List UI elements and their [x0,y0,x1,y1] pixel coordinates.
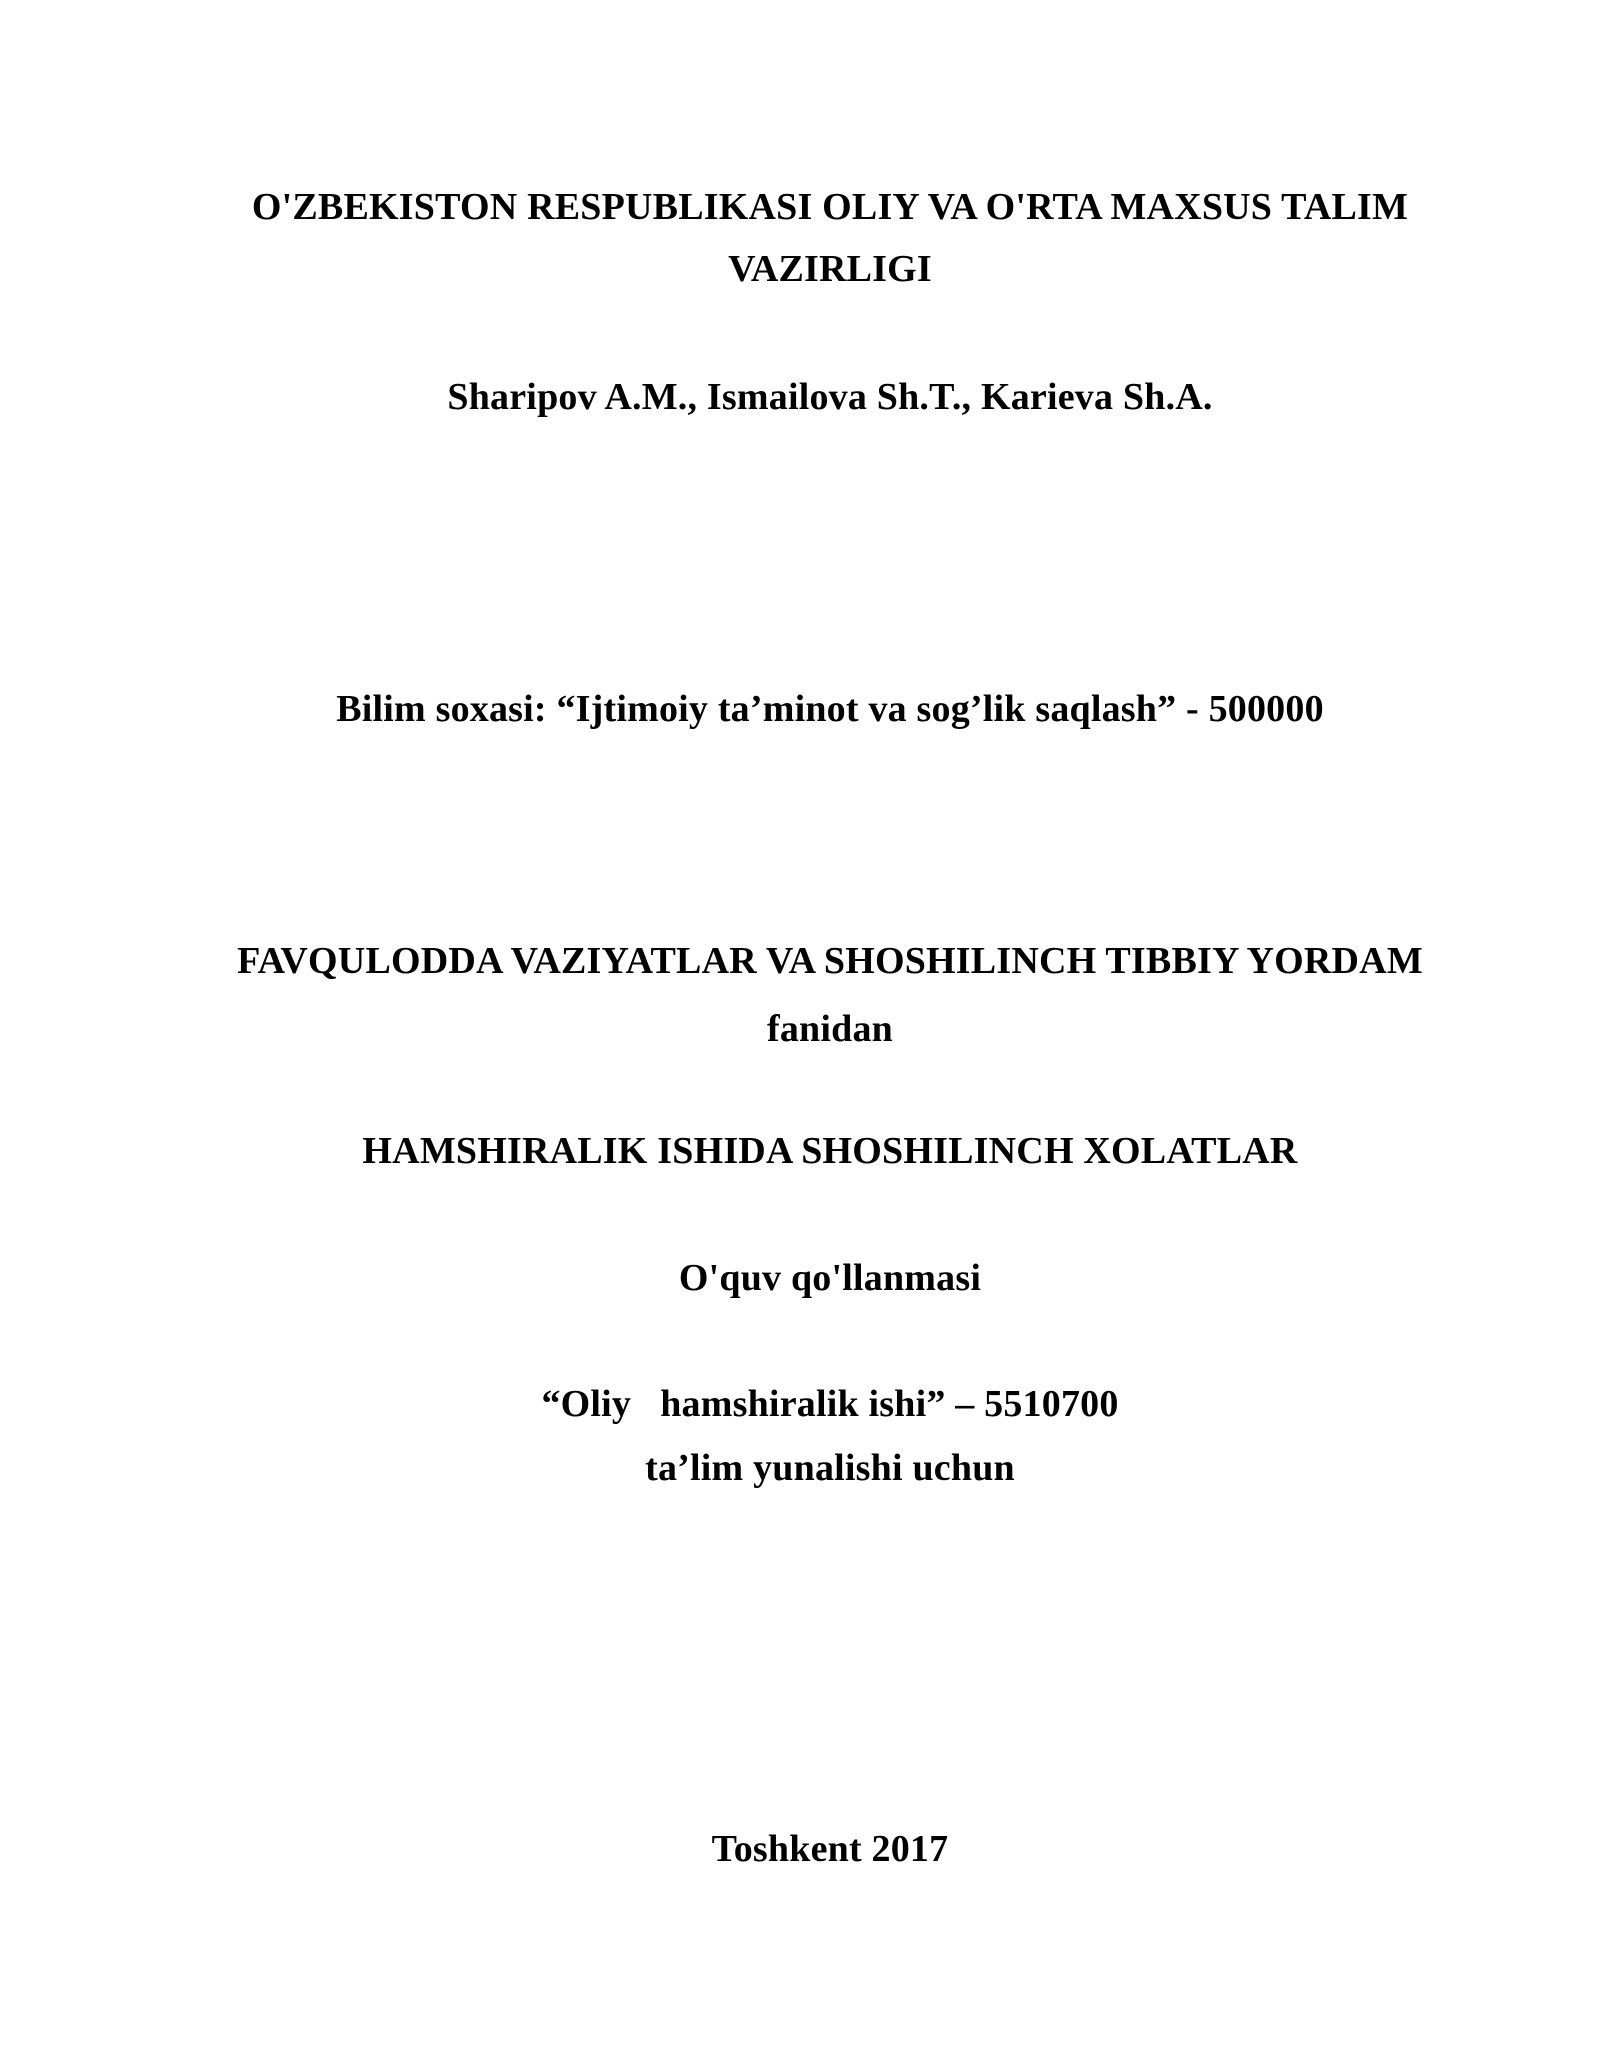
authors-line: Sharipov A.M., Ismailova Sh.T., Karieva Sh.A. [447,376,1213,418]
ministry-title-line1: O'ZBEKISTON RESPUBLIKASI OLIY VA O'RTA MAXSUS TALIM [251,186,1409,228]
specialty-code-line: “Oliy hamshiralik ishi” – 5510700 [541,1383,1119,1425]
subject-title-line: FAVQULODDA VAZIYATLAR VA SHOSHILINCH TIBBIY YORDAM [237,940,1423,982]
specialty-audience-line: ta’lim yunalishi uchun [645,1447,1015,1489]
subject-suffix-line: fanidan [766,1008,893,1050]
ministry-title-line2: VAZIRLIGI [728,248,932,290]
imprint-line: Toshkent 2017 [711,1828,949,1870]
field-of-knowledge-line: Bilim soxasi: “Ijtimoiy ta’minot va sog’lik saqlash” - 500000 [336,688,1324,730]
publication-type-line: O'quv qo'llanmasi [678,1257,982,1299]
book-title-line: HAMSHIRALIK ISHIDA SHOSHILINCH XOLATLAR [362,1130,1298,1172]
